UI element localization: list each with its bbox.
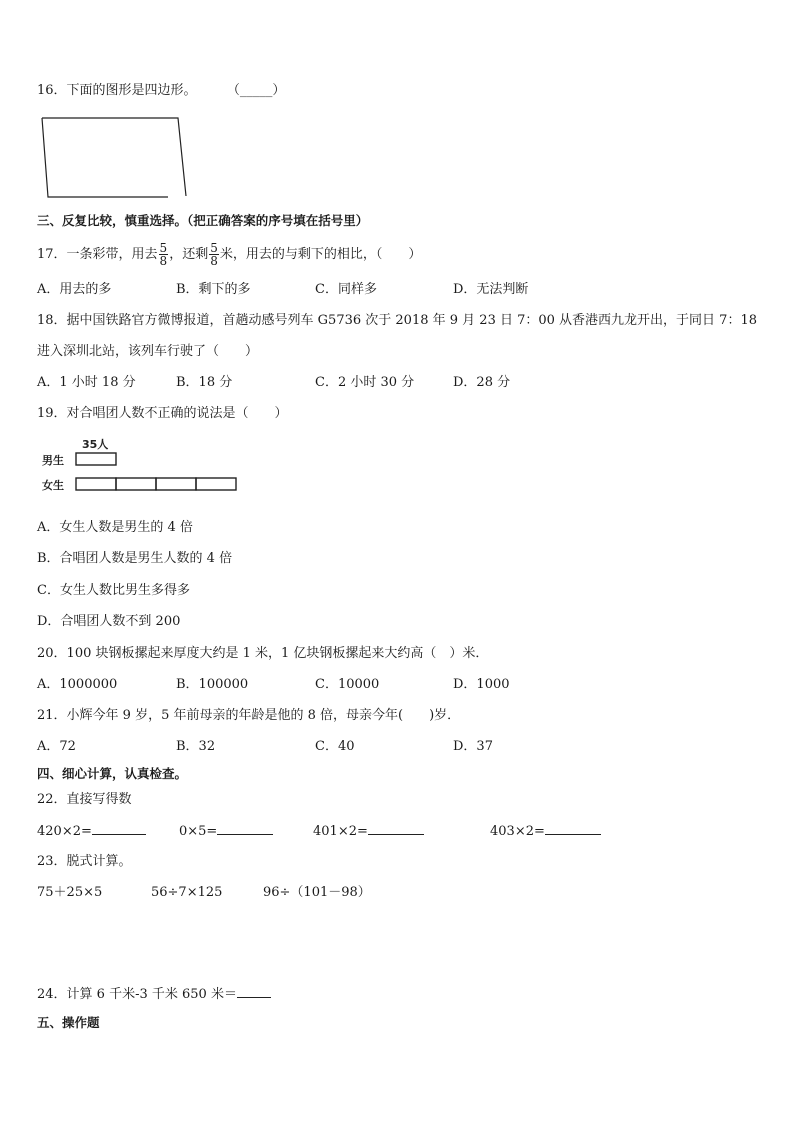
q19-option-d[interactable]: D．合唱团人数不到 200 bbox=[37, 614, 181, 629]
q24 bbox=[37, 985, 271, 1004]
q17 bbox=[37, 242, 421, 267]
q17-frac1-num: 5 bbox=[159, 241, 168, 255]
q19-text: 19．对合唱团人数不正确的说法是（ ） bbox=[37, 406, 288, 421]
q17-frac2-den: 8 bbox=[210, 254, 218, 268]
q19-line-segment-diagram bbox=[40, 436, 244, 496]
q20-option-a[interactable]: A．1000000 bbox=[37, 677, 118, 692]
q17-option-c[interactable]: C．同样多 bbox=[315, 282, 377, 297]
q19-diagram-girls-label: 女生 bbox=[42, 479, 64, 492]
q19-option-b[interactable]: B．合唱团人数是男生人数的 4 倍 bbox=[37, 551, 233, 566]
girls-bar-unit-3 bbox=[156, 478, 196, 490]
q22-item-1 bbox=[37, 822, 146, 841]
q17-frac2-num: 5 bbox=[210, 241, 218, 255]
quadrilateral-figure bbox=[38, 114, 190, 202]
q18-line-1: 18．据中国铁路官方微博报道，首趟动感号列车 G5736 次于 2018 年 9 月 23 日 7：00 从香港西九龙开出，于同日 7：18 bbox=[37, 313, 757, 328]
q19-diagram-top-label: 35人 bbox=[82, 438, 109, 451]
q16-answer-paren[interactable]: （_____） bbox=[226, 83, 286, 98]
q17-fraction-2 bbox=[209, 242, 219, 267]
q21-option-a[interactable]: A．72 bbox=[37, 739, 76, 754]
girls-bar-unit-1 bbox=[76, 478, 116, 490]
q17-option-d[interactable]: D．无法判断 bbox=[453, 282, 529, 297]
q17-text-1: 17．一条彩带，用去 bbox=[37, 247, 158, 262]
q22-item-4 bbox=[490, 822, 601, 841]
q18-line-2: 进入深圳北站，该列车行驶了（ ） bbox=[37, 344, 259, 359]
q20-option-d[interactable]: D．1000 bbox=[453, 677, 510, 692]
q22-item-1-blank[interactable] bbox=[92, 822, 146, 835]
q21-option-d[interactable]: D．37 bbox=[453, 739, 493, 754]
q16 bbox=[37, 82, 285, 100]
q20-option-c[interactable]: C．10000 bbox=[315, 677, 380, 692]
q22-item-1-expr: 420×2= bbox=[37, 824, 92, 839]
q17-text-2: ，还剩 bbox=[169, 247, 209, 262]
q22-item-2 bbox=[179, 822, 273, 841]
q19-diagram-boys-label: 男生 bbox=[42, 454, 64, 467]
q22-item-3-blank[interactable] bbox=[368, 822, 424, 835]
girls-bar-unit-4 bbox=[196, 478, 236, 490]
q22-item-2-expr: 0×5= bbox=[179, 824, 218, 839]
section-3-title: 三、反复比较，慎重选择。（把正确答案的序号填在括号里） bbox=[37, 213, 369, 228]
q16-text: 16．下面的图形是四边形。 bbox=[37, 83, 197, 98]
q22-item-4-expr: 403×2= bbox=[490, 824, 545, 839]
q23-text: 23．脱式计算。 bbox=[37, 854, 132, 869]
q22-text: 22．直接写得数 bbox=[37, 792, 132, 807]
q22-item-4-blank[interactable] bbox=[545, 822, 601, 835]
q24-text: 24．计算 6 千米-3 千米 650 米＝ bbox=[37, 987, 237, 1002]
q19-option-a[interactable]: A．女生人数是男生的 4 倍 bbox=[37, 520, 193, 535]
q23-item-1: 75＋25×5 bbox=[37, 885, 103, 900]
q24-answer-blank[interactable] bbox=[237, 985, 271, 998]
section-5-title: 五、操作题 bbox=[37, 1015, 100, 1030]
q22-item-2-blank[interactable] bbox=[217, 822, 273, 835]
q18-option-c[interactable]: C．2 小时 30 分 bbox=[315, 375, 415, 390]
q17-option-a[interactable]: A．用去的多 bbox=[37, 282, 112, 297]
q19-bars bbox=[76, 453, 236, 490]
section-4-title: 四、细心计算，认真检查。 bbox=[37, 766, 188, 781]
q17-frac1-den: 8 bbox=[159, 254, 168, 268]
q21-text: 21．小辉今年 9 岁，5 年前母亲的年龄是他的 8 倍，母亲今年( )岁． bbox=[37, 708, 461, 723]
q22-item-3-expr: 401×2= bbox=[313, 824, 368, 839]
q23-item-3: 96÷（101－98） bbox=[263, 885, 371, 900]
q20-text: 20．100 块钢板摞起来厚度大约是 1 米，1 亿块钢板摞起来大约高（ ）米． bbox=[37, 646, 489, 661]
q18-option-b[interactable]: B．18 分 bbox=[176, 375, 233, 390]
q18-option-a[interactable]: A．1 小时 18 分 bbox=[37, 375, 136, 390]
q19-option-c[interactable]: C．女生人数比男生多得多 bbox=[37, 583, 190, 598]
q18-option-d[interactable]: D．28 分 bbox=[453, 375, 511, 390]
q20-option-b[interactable]: B．100000 bbox=[176, 677, 249, 692]
girls-bar-unit-2 bbox=[116, 478, 156, 490]
q23-item-2: 56÷7×125 bbox=[151, 885, 223, 900]
q17-option-b[interactable]: B．剩下的多 bbox=[176, 282, 251, 297]
boys-bar-unit-1 bbox=[76, 453, 116, 465]
q22-item-3 bbox=[313, 822, 424, 841]
q17-text-3: 米，用去的与剩下的相比，（ ） bbox=[219, 247, 422, 262]
q21-option-b[interactable]: B．32 bbox=[176, 739, 216, 754]
q21-option-c[interactable]: C．40 bbox=[315, 739, 355, 754]
q17-fraction-1 bbox=[159, 242, 169, 267]
